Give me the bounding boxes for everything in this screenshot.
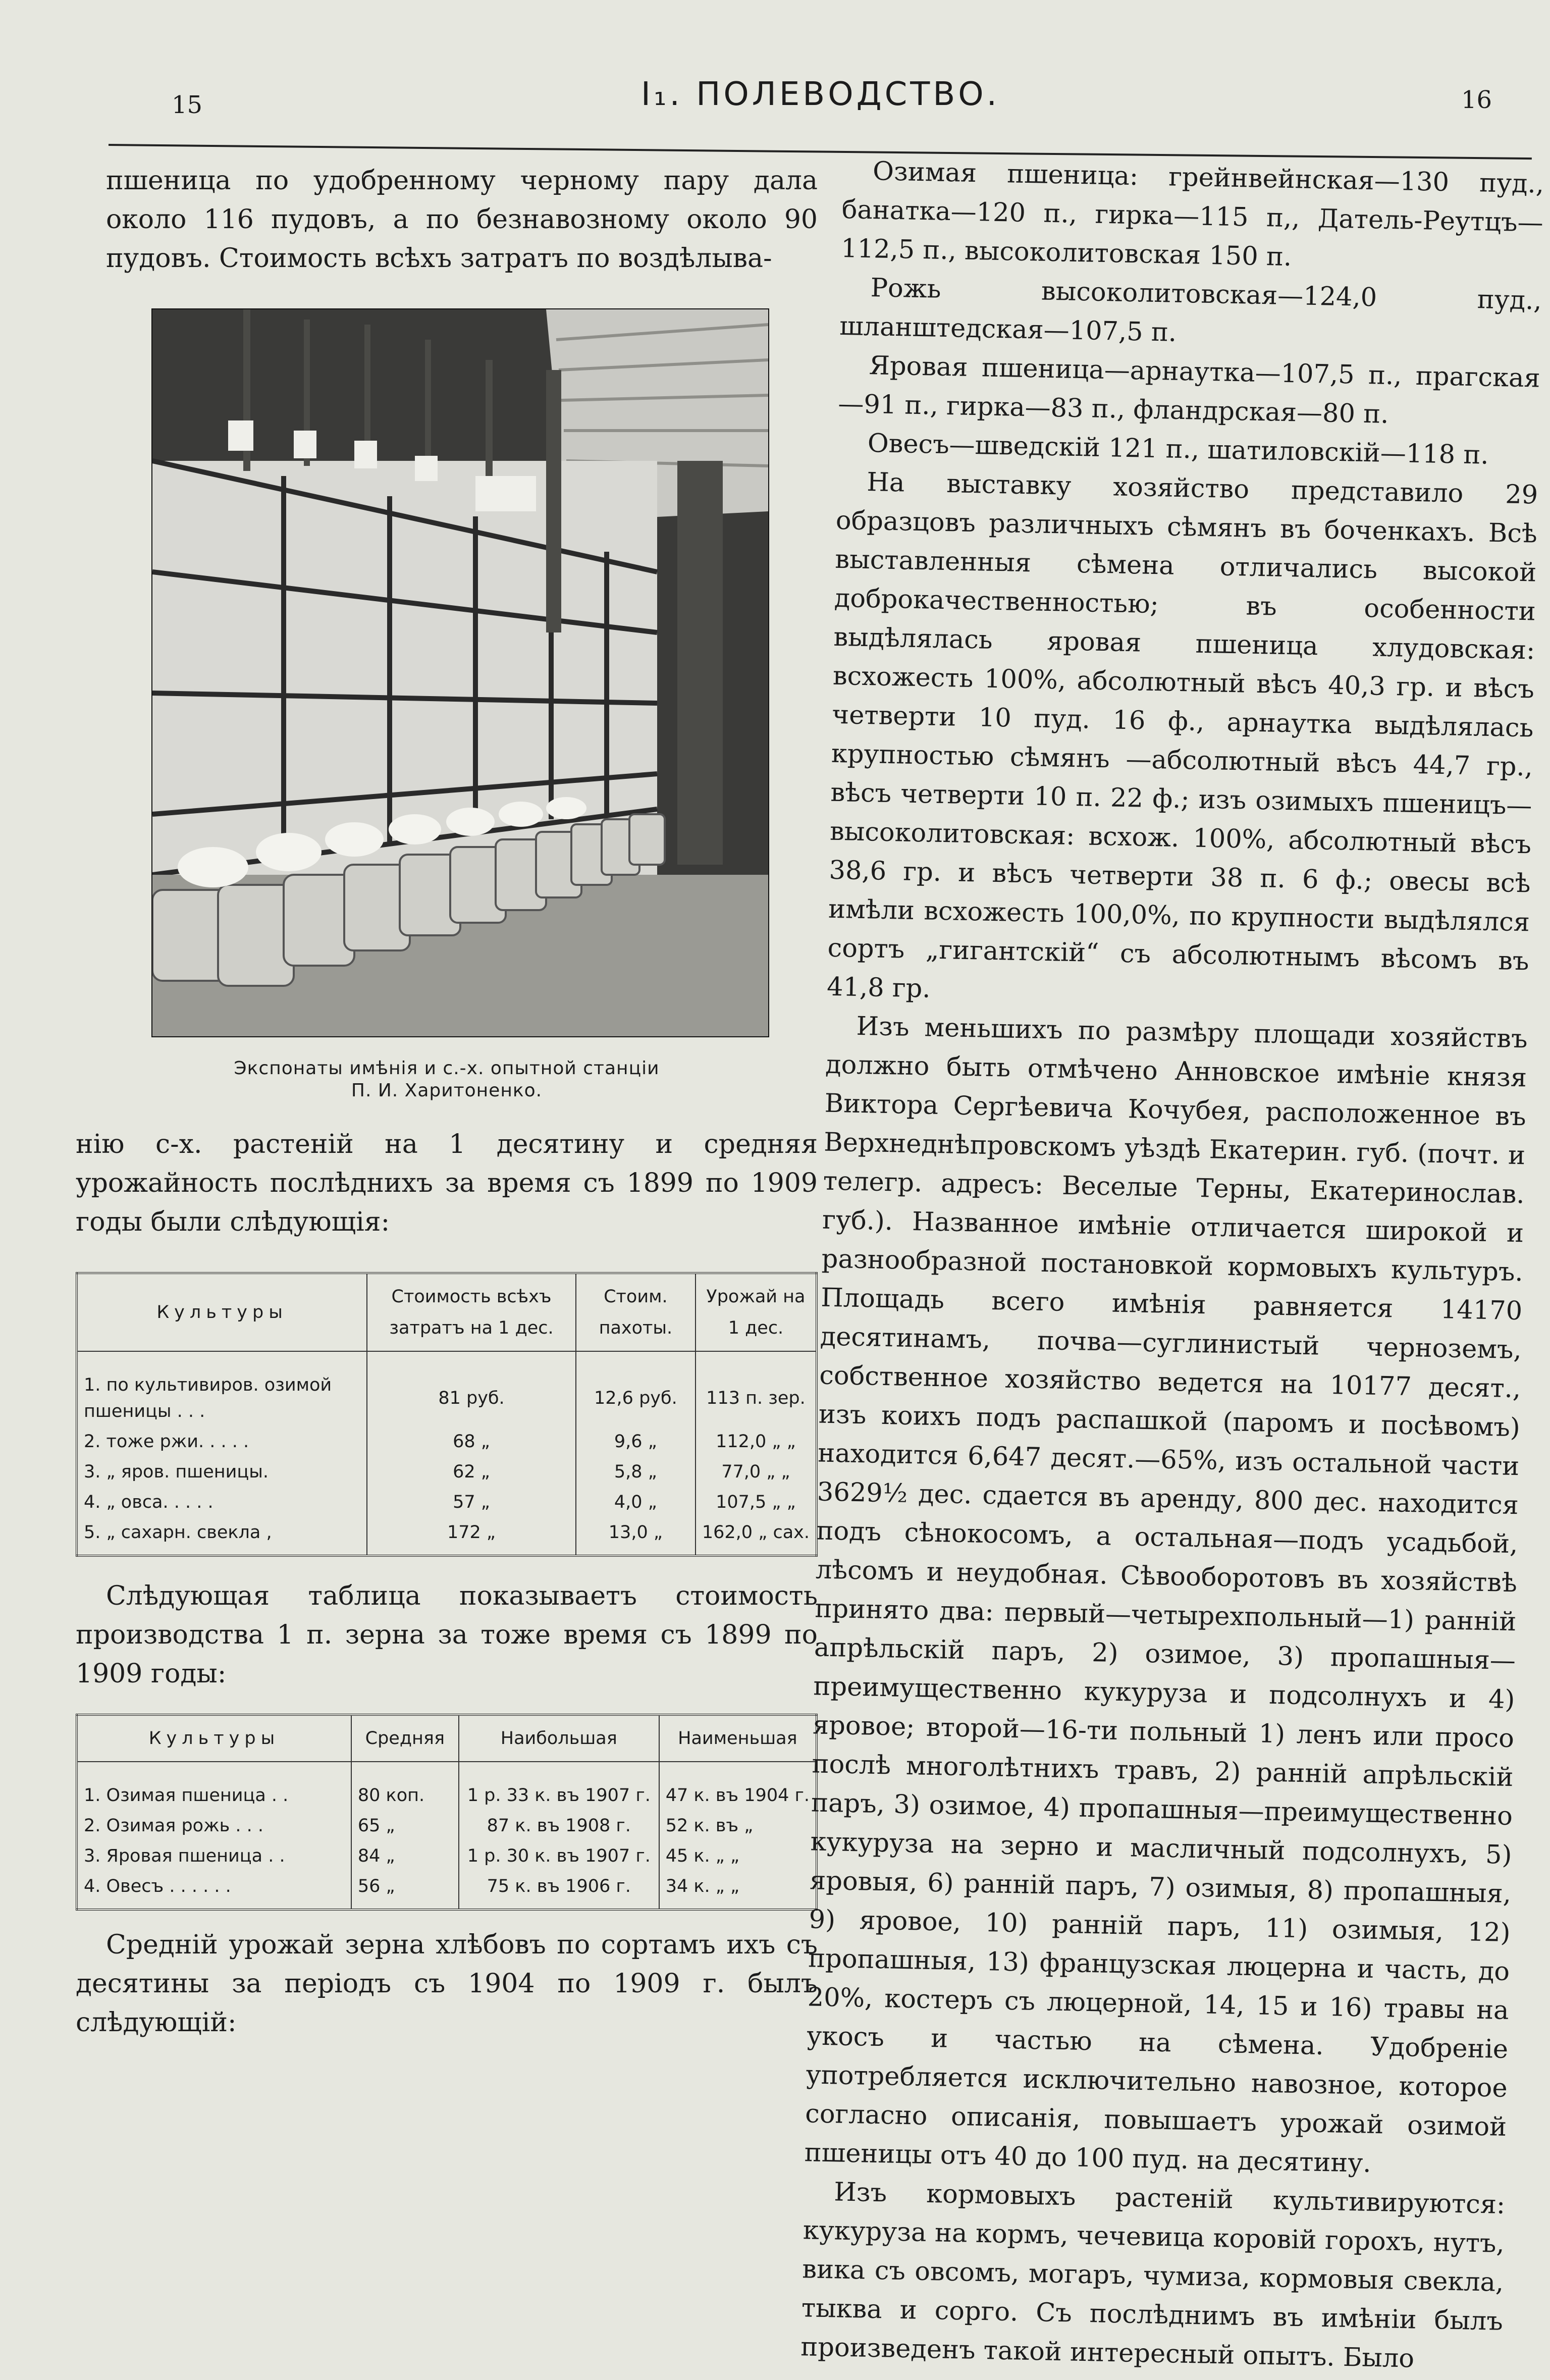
table1-cell: 62 „ — [367, 1457, 576, 1487]
table1-cell: 12,6 руб. — [576, 1351, 696, 1426]
table1-cell: 5,8 „ — [576, 1457, 696, 1487]
grain-cost-table — [76, 1714, 818, 1911]
table2-cell: 3. Яровая пшеница . . — [77, 1841, 351, 1871]
photo-caption — [76, 1057, 818, 1102]
table1-cell: 107,5 „ „ — [696, 1487, 817, 1517]
table2-cell: 75 к. въ 1906 г. — [459, 1871, 659, 1910]
exhibit-photograph — [151, 308, 769, 1037]
table2-cell: 80 коп. — [351, 1762, 459, 1811]
between-tables-paragraph: Слѣдующая таблица показываетъ стоимость производства 1 п. зерна за тоже время съ 1899 по 1909 годы: — [76, 1581, 818, 1689]
table2-row — [77, 1841, 817, 1871]
left-column — [76, 162, 818, 2042]
table1-cell: 172 „ — [367, 1517, 576, 1556]
running-title: I₁. ПОЛЕВОДСТВО. — [641, 76, 1000, 113]
table1-cell: 112,0 „ „ — [696, 1426, 817, 1457]
table2-cell: 34 к. „ „ — [659, 1871, 817, 1910]
rye-paragraph: Рожь высоколитовская—124,0 пуд., шланштедская—107,5 п. — [839, 273, 1542, 348]
page-header — [0, 76, 1550, 126]
table2-row — [77, 1762, 817, 1811]
table1-row — [77, 1517, 817, 1556]
table1-row — [77, 1426, 817, 1457]
table1-cell: 68 „ — [367, 1426, 576, 1457]
table1-cell: 77,0 „ „ — [696, 1457, 817, 1487]
table2-header-average: Средняя — [351, 1715, 459, 1762]
intro-paragraph: пшеница по удобренному черному пару дала около 116 пудовъ, а по безнавозному около 90 пудовъ. Стоимость всѣхъ затратъ по воздѣлыва- — [106, 166, 818, 274]
table1-header-plowing-cost: Стоим. пахоты. — [576, 1273, 696, 1351]
table1-cell: 3. „ яров. пшеницы. — [77, 1457, 367, 1487]
table2-header-culture: Культуры — [77, 1715, 351, 1762]
table2-cell: 1. Озимая пшеница . . — [77, 1762, 351, 1811]
annovskoe-estate-paragraph: Изъ меньшихъ по размѣру площади хозяйствъ должно быть отмѣчено Анновское имѣніе князя Виктора Сергѣевича Кочубея, расположенное въ Верхнеднѣпровскомъ уѣздѣ Екатерин. губ. (почт. и телегр. адресъ: Веселые Терны, Екатеринослав. губ.). Названное имѣніе отличается широкой и разнообразной постановкой кормовыхъ культуръ. Площадь всего имѣнія равняется 14170 десятинамъ, почва—суглинистый черноземъ, собственное хозяйство ведется на 10177 десят., изъ коихъ подъ распашкой (паромъ и посѣвомъ) находится 6,647 десят.—65%, изъ остальной части 3629½ дес. сдается въ аренду, 800 дес. находится подъ сѣнокосомъ, а остальная—подъ усадьбой, лѣсомъ и неудобная. Сѣвооборотовъ въ хозяйствѣ принято два: первый—четырехпольный—1) раннiй апрѣльскій паръ, 2) озимое, 3) пропашныя—преимущественно кукуруза и подсолнухъ и 4) яровое; второй—16-ти польный 1) ленъ или просо послѣ многолѣтнихъ травъ, 2) ранній апрѣльскій паръ, 3) озимое, 4) пропашныя—преимущественно кукуруза на зерно и масличный подсолнухъ, 5) яровыя, 6) ранній паръ, 7) озимыя, 8) пропашныя, 9) яровое, 10) ранній паръ, 11) озимыя, 12) пропашныя, 13) французская люцерна и часть, до 20%, костеръ съ люцерной, 14, 15 и 16) травы на укосъ и частью на сѣмена. Удобреніе употребляется исключительно навозное, которое согласно описанія, повышаетъ урожай озимой пшеницы отъ 40 до 100 пуд. на десятину. — [804, 1011, 1528, 2179]
table1-cell: 2. тоже ржи. . . . . — [77, 1426, 367, 1457]
right-column — [800, 151, 1544, 2380]
cost-table — [76, 1272, 818, 1557]
table2-header-min: Наименьшая — [659, 1715, 817, 1762]
table2-cell: 4. Овесъ . . . . . . — [77, 1871, 351, 1910]
table2-cell: 1 р. 33 к. въ 1907 г. — [459, 1762, 659, 1811]
table2-cell: 65 „ — [351, 1811, 459, 1841]
table1-header-culture: Культуры — [77, 1273, 367, 1351]
table2-cell: 56 „ — [351, 1871, 459, 1910]
winter-wheat-paragraph: Озимая пшеница: грейнвейнская—130 пуд., банатка—120 п., гирка—115 п,, Датель-Реутцъ—112,5 п., высоколитовская 150 п. — [840, 156, 1544, 273]
table2-cell: 45 к. „ „ — [659, 1841, 817, 1871]
table1-cell: 4. „ овса. . . . . — [77, 1487, 367, 1517]
fodder-crops-paragraph: Изъ кормовыхъ растеній культивируются: кукуруза на кормъ, чечевица коровій горохъ, нутъ, вика съ овсомъ, могаръ, чумиза, кормовыя свекла, тыква и сорго. Съ послѣднимъ въ имѣніи былъ произведенъ такой интересный опытъ. Было — [800, 2177, 1506, 2374]
table2-header-max: Наибольшая — [459, 1715, 659, 1762]
after-photo-paragraph: нію с-х. растеній на 1 десятину и средняя урожайность послѣднихъ за время съ 1899 по 1909 годы были слѣдующія: — [76, 1129, 818, 1237]
table1-row — [77, 1351, 817, 1426]
table2-cell: 52 к. въ „ — [659, 1811, 817, 1841]
caption-line-1: Экспонаты имѣнія и с.-х. опытной станціи — [234, 1058, 660, 1079]
table2-row — [77, 1871, 817, 1910]
exhibition-seeds-paragraph: На выставку хозяйство представило 29 образцовъ различныхъ сѣмянъ въ боченкахъ. Всѣ выставленныя сѣмена отличались высокой доброкачественностью; въ особенности выдѣлялась яровая пшеница хлудовская: всхожесть 100%, абсолютный вѣсъ 40,3 гр. и вѣсъ четверти 10 пуд. 16 ф., арнаутка выдѣлялась крупностью сѣмянъ —абсолютный вѣсъ 44,7 гр., вѣсъ четверти 10 п. 22 ф.; изъ озимыхъ пшеницъ—высоколитовская: всхож. 100%, абсолютный вѣсъ 38,6 гр. и вѣсъ четверти 38 п. 6 ф.; овесы всѣ имѣли всхожесть 100,0%, по крупности выдѣлялся сортъ „гигантскій“ съ абсолютнымъ вѣсомъ въ 41,8 гр. — [826, 467, 1538, 1004]
page-number-left: 15 — [172, 91, 203, 119]
table2-cell: 2. Озимая рожь . . . — [77, 1811, 351, 1841]
table1-cell: 9,6 „ — [576, 1426, 696, 1457]
table1-cell: 4,0 „ — [576, 1487, 696, 1517]
table1-cell: 5. „ сахарн. свекла , — [77, 1517, 367, 1556]
table2-cell: 84 „ — [351, 1841, 459, 1871]
exhibit-photo-illustration — [152, 309, 768, 1036]
closing-paragraph: Среднiй урожай зерна хлѣбовъ по сортамъ ихъ съ десятины за періодъ съ 1904 по 1909 г. былъ слѣдующiй: — [76, 1930, 818, 2038]
table1-row — [77, 1457, 817, 1487]
table1-cell: 81 руб. — [367, 1351, 576, 1426]
table1-cell: 57 „ — [367, 1487, 576, 1517]
table1-cell: 13,0 „ — [576, 1517, 696, 1556]
table1-header-yield: Урожай на 1 дес. — [696, 1273, 817, 1351]
table2-cell: 1 р. 30 к. въ 1907 г. — [459, 1841, 659, 1871]
page-number-right: 16 — [1461, 86, 1492, 114]
table2-cell: 47 к. въ 1904 г. — [659, 1762, 817, 1811]
table1-cell: 1. по культивиров. озимой пшеницы . . . — [77, 1351, 367, 1426]
table1-header-total-cost: Стоимость всѣхъ затратъ на 1 дес. — [367, 1273, 576, 1351]
table2-cell: 87 к. въ 1908 г. — [459, 1811, 659, 1841]
oats-paragraph: Овесъ—шведскій 121 п., шатиловскій—118 п. — [867, 429, 1489, 470]
table1-cell: 113 п. зер. — [696, 1351, 817, 1426]
table1-cell: 162,0 „ сах. — [696, 1517, 817, 1556]
header-rule — [109, 144, 1532, 160]
spring-wheat-paragraph: Яровая пшеница—арнаутка—107,5 п., прагская—91 п., гирка—83 п., фландрская—80 п. — [837, 351, 1541, 430]
table2-row — [77, 1811, 817, 1841]
table1-row — [77, 1487, 817, 1517]
caption-line-2: П. И. Харитоненко. — [351, 1080, 543, 1101]
